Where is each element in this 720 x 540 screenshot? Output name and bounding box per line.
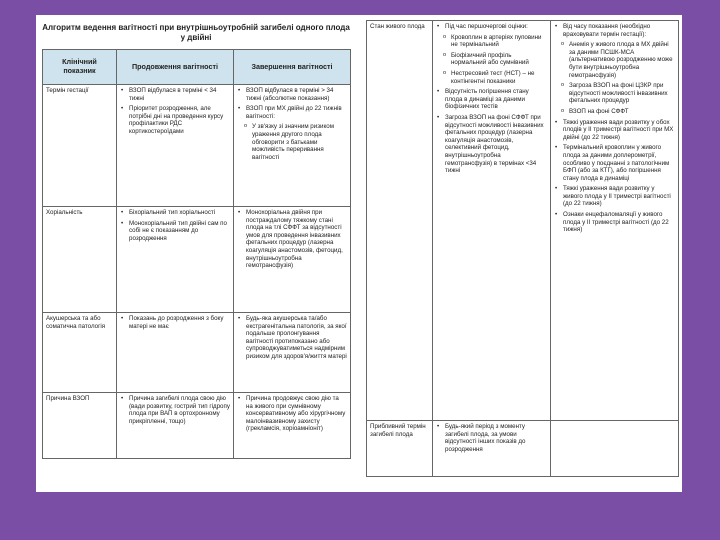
bullet-list xyxy=(436,23,547,175)
table-header-row xyxy=(43,50,351,85)
continue-cell xyxy=(117,393,234,459)
list-item: • Загроза ВЗОП на фоні СФФТ при відсутності можливості інвазивних фетальних процедур (лазерна коагуляція анастомозів, селективний фетоцид, внутрішньоутробна гемотрансфузія) в термінах <34 тижні xyxy=(445,114,547,175)
sub-list-item: o Загроза ВЗОП на фоні ЦЗКР при відсутності можливості інвазивних фетальних процедур xyxy=(563,82,675,105)
terminate-cell xyxy=(234,207,351,313)
terminate-cell xyxy=(234,393,351,459)
list-item: • Пріоритет розродження, але потрібні дні на проведення курсу профілактики РДС кортикостероїдами xyxy=(129,105,230,135)
sub-list-item: o Нестресовий тест (НСТ) – не контінгентні показники xyxy=(445,70,547,85)
row-indicator: Термін гестації xyxy=(43,85,117,207)
list-item: • Тяжкі ураження вади розвитку у живого плода у ІІ триместрі вагітності (до 22 тижня) xyxy=(563,185,675,208)
left-table-body xyxy=(43,85,351,459)
right-table-body xyxy=(367,21,679,477)
terminate-cell xyxy=(234,85,351,207)
list-item: • Під час першочергові оцінки: xyxy=(445,23,547,31)
list-item: • ВЗОП відбулася в терміні < 34 тижні xyxy=(129,87,230,102)
table-row xyxy=(43,207,351,313)
list-item: • Відсутність погіршення стану плода в динаміці за даними біофізичних тестів xyxy=(445,88,547,111)
continue-cell xyxy=(117,313,234,393)
terminate-cell xyxy=(551,421,679,477)
bullet-list xyxy=(237,87,347,161)
header-continue-pregnancy: Продовження вагітності xyxy=(117,50,234,85)
sub-list-item: o Біофізичний профіль нормальний або сумнівний xyxy=(445,52,547,67)
bullet-list xyxy=(120,315,230,330)
row-indicator: Причина ВЗОП xyxy=(43,393,117,459)
bullet-list xyxy=(120,209,230,242)
list-item: • Монохоріальна двійня при постраждалому тяжкому стані плода на тлі СФФТ за відсутності умов для проведення інвазивних фетальних процедур (лазерна коагуляція анастомозів, фетоцид, внутрішньоутробна гемотрансфузія) xyxy=(246,209,347,270)
table-row xyxy=(43,85,351,207)
continue-cell xyxy=(117,85,234,207)
sub-list-item: o У зв'язку зі значним ризиком ураження другого плода обговорити з батьками можливість переривання вагітності xyxy=(246,123,347,161)
list-item: • Біхоріальний тип хоріальності xyxy=(129,209,230,217)
left-page xyxy=(36,15,356,492)
page-title: Алгоритм ведення вагітності при внутрішньоутробній загибелі одного плода у двійні xyxy=(42,23,350,42)
bullet-list xyxy=(237,395,347,433)
bullet-list xyxy=(120,395,230,425)
bullet-list xyxy=(237,209,347,270)
table-row xyxy=(43,393,351,459)
header-terminate-pregnancy: Завершення вагітності xyxy=(234,50,351,85)
continue-cell xyxy=(433,421,551,477)
list-item: • Причина загибелі плода свою дію (вади розвитку, гострий тип гідропу плода при ВАП в ортохронному прикріпленні, тощо) xyxy=(129,395,230,425)
row-indicator: Акушерська та або соматична патологія xyxy=(43,313,117,393)
right-page xyxy=(366,15,678,492)
row-indicator: Стан живого плода xyxy=(367,21,433,421)
list-item: • Ознаки енцефаломаляції у живого плода у ІІ триместрі вагітності (до 22 тижня) xyxy=(563,211,675,234)
continue-cell xyxy=(433,21,551,421)
row-indicator: Прибливний термін загибелі плода xyxy=(367,421,433,477)
slide xyxy=(36,15,682,492)
bullet-list xyxy=(120,87,230,136)
list-item: • Термінальний кровоплин у живого плода за даними доплерометрії, особливо у поєднанні з патологічним БФП (або за КТГ), або погіршення стану плода в динаміці xyxy=(563,144,675,182)
list-item: • Показань до розродження з боку матері не має xyxy=(129,315,230,330)
bullet-list xyxy=(554,23,675,234)
bullet-list xyxy=(237,315,347,361)
table-row xyxy=(43,313,351,393)
table-row xyxy=(367,21,679,421)
list-item: • Від часу показання (необхідно враховувати термін гестації): xyxy=(563,23,675,38)
table-row xyxy=(367,421,679,477)
terminate-cell xyxy=(551,21,679,421)
algorithm-table-right xyxy=(366,20,679,477)
algorithm-table-left xyxy=(42,49,351,459)
sub-list-item: o ВЗОП на фоні СФФТ xyxy=(563,108,675,116)
sub-list-item: o Кровоплин в артеріях пуповини не термінальний xyxy=(445,34,547,49)
sub-list-item: o Анемія у живого плода в МХ двійні за даними ПСШК-МСА (альтернативою розродженню може бути внутрішньоутробна гемотрансфузія) xyxy=(563,41,675,79)
terminate-cell xyxy=(234,313,351,393)
row-indicator: Хоріальність xyxy=(43,207,117,313)
continue-cell xyxy=(117,207,234,313)
list-item: • Будь-яка акушерська та/або екстрагенітальна патологія, за якої подальше пролонгування вагітності протипоказано або супроводжуватиметься надмірним ризиком для здоров'я/життя матері xyxy=(246,315,347,361)
list-item: • Будь-який період з моменту загибелі плода, за умови відсутності інших показів до розродження xyxy=(445,423,547,453)
list-item: • ВЗОП відбулася в терміні > 34 тижні (абсолютне показання) xyxy=(246,87,347,102)
header-clinical-indicator: Клінічний показник xyxy=(43,50,117,85)
list-item: • Тяжкі ураження вади розвитку у обох плодів у ІІ триместрі вагітності при МХ двійні (до 22 тижня) xyxy=(563,119,675,142)
bullet-list xyxy=(436,423,547,453)
list-item: • Монохоріальний тип двійні сам по собі не є показанням до розродження xyxy=(129,220,230,243)
list-item: • Причина продовжує свою дію та на живого при сумнівному консервативному або хірургічному малоінвазивному захисту (грекламсія, хоріоамніоніт) xyxy=(246,395,347,433)
list-item: • ВЗОП при МХ двійні до 22 тижнів вагітності: xyxy=(246,105,347,120)
